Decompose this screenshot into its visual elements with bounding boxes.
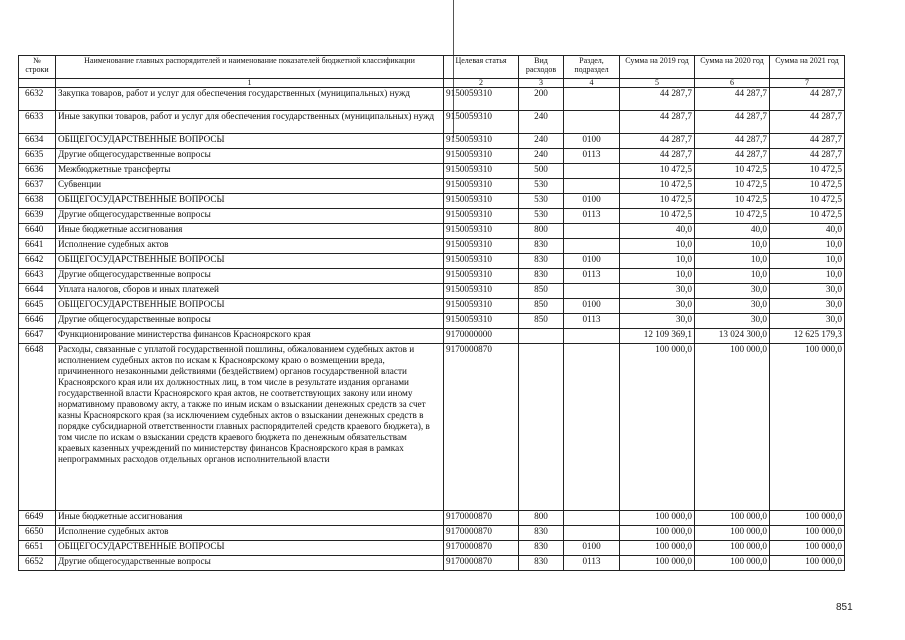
- sum-2021-cell: 30,0: [770, 299, 845, 314]
- section-code-cell: 0100: [564, 541, 620, 556]
- row-number-cell: 6652: [19, 556, 56, 571]
- index-cell: 4: [564, 79, 620, 88]
- sum-2021-cell: 100 000,0: [770, 541, 845, 556]
- target-article-cell: 9170000000: [444, 329, 519, 344]
- table-row: [19, 269, 845, 284]
- sum-2021-cell: 10 472,5: [770, 179, 845, 194]
- sum-2019-cell: 30,0: [620, 314, 695, 329]
- sum-2021-cell: 10,0: [770, 254, 845, 269]
- sum-2019-cell: 44 287,7: [620, 111, 695, 134]
- section-code-cell: [564, 329, 620, 344]
- expense-type-cell: [519, 329, 564, 344]
- section-code-cell: [564, 344, 620, 511]
- row-name-cell: Закупка товаров, работ и услуг для обеспечения государственных (муниципальных) нужд: [56, 88, 444, 111]
- index-cell: 7: [770, 79, 845, 88]
- row-number-cell: 6633: [19, 111, 56, 134]
- expense-type-cell: 830: [519, 541, 564, 556]
- sum-2019-cell: 100 000,0: [620, 556, 695, 571]
- section-code-cell: [564, 164, 620, 179]
- header-expense-type: Вид расходов: [519, 56, 564, 79]
- sum-2020-cell: 100 000,0: [695, 541, 770, 556]
- section-code-cell: 0100: [564, 254, 620, 269]
- index-cell: 3: [519, 79, 564, 88]
- section-code-cell: [564, 179, 620, 194]
- table-row: [19, 526, 845, 541]
- expense-type-cell: 830: [519, 239, 564, 254]
- sum-2020-cell: 30,0: [695, 284, 770, 299]
- sum-2021-cell: 10 472,5: [770, 194, 845, 209]
- table-row: [19, 284, 845, 299]
- row-name-cell: Иные бюджетные ассигнования: [56, 224, 444, 239]
- sum-2019-cell: 100 000,0: [620, 344, 695, 511]
- header-sum-2020: Сумма на 2020 год: [695, 56, 770, 79]
- row-name-cell: Субвенции: [56, 179, 444, 194]
- row-name-cell: Исполнение судебных актов: [56, 239, 444, 254]
- target-article-cell: 9170000870: [444, 344, 519, 511]
- sum-2021-cell: 44 287,7: [770, 111, 845, 134]
- section-code-cell: 0100: [564, 134, 620, 149]
- index-cell-blank: [19, 79, 56, 88]
- expense-type-cell: 850: [519, 314, 564, 329]
- sum-2019-cell: 44 287,7: [620, 149, 695, 164]
- header-row-number: № строки: [19, 56, 56, 79]
- section-code-cell: [564, 239, 620, 254]
- sum-2020-cell: 30,0: [695, 299, 770, 314]
- row-number-cell: 6647: [19, 329, 56, 344]
- table-row: [19, 254, 845, 269]
- table-row: [19, 149, 845, 164]
- row-number-cell: 6640: [19, 224, 56, 239]
- table-row: [19, 314, 845, 329]
- row-name-cell: Другие общегосударственные вопросы: [56, 209, 444, 224]
- sum-2019-cell: 10 472,5: [620, 194, 695, 209]
- sum-2020-cell: 44 287,7: [695, 111, 770, 134]
- expense-type-cell: 830: [519, 254, 564, 269]
- expense-type-cell: 240: [519, 149, 564, 164]
- row-number-cell: 6651: [19, 541, 56, 556]
- sum-2020-cell: 44 287,7: [695, 134, 770, 149]
- target-article-cell: 9150059310: [444, 149, 519, 164]
- target-article-cell: 9150059310: [444, 314, 519, 329]
- sum-2020-cell: 44 287,7: [695, 149, 770, 164]
- sum-2020-cell: 100 000,0: [695, 526, 770, 541]
- sum-2021-cell: 30,0: [770, 284, 845, 299]
- section-code-cell: [564, 88, 620, 111]
- expense-type-cell: 850: [519, 284, 564, 299]
- budget-table: [18, 55, 845, 571]
- row-name-cell: ОБЩЕГОСУДАРСТВЕННЫЕ ВОПРОСЫ: [56, 254, 444, 269]
- sum-2021-cell: 12 625 179,3: [770, 329, 845, 344]
- expense-type-cell: 530: [519, 179, 564, 194]
- expense-type-cell: 530: [519, 209, 564, 224]
- row-number-cell: 6637: [19, 179, 56, 194]
- target-article-cell: 9170000870: [444, 556, 519, 571]
- sum-2019-cell: 44 287,7: [620, 134, 695, 149]
- expense-type-cell: 800: [519, 224, 564, 239]
- target-article-cell: 9170000870: [444, 526, 519, 541]
- row-name-cell: ОБЩЕГОСУДАРСТВЕННЫЕ ВОПРОСЫ: [56, 299, 444, 314]
- row-name-cell: Расходы, связанные с уплатой государственной пошлины, обжалованием судебных актов и исполнением судебных актов по искам к Красноярскому краю о возмещении вреда, причиненного незаконными действиями (бездействием) органов государственной власти Красноярского края или их должностных лиц, в том числе в результате издания органами государственной власти Красноярского края актов, не соответствующих закону или иному нормативному правовому акту, а также по иным искам о взыскании денежных средств за счет казны Красноярского края (за исключением судебных актов о взыскании денежных средств в порядке субсидиарной ответственности главных распорядителей средств краевого бюджета), в том числе по искам о взыскании средств краевого бюджета по денежным обязательствам краевых казенных учреждений по министерству финансов Красноярского края в рамках непрограммных расходов отдельных органов исполнительной власти: [56, 344, 444, 511]
- sum-2020-cell: 13 024 300,0: [695, 329, 770, 344]
- table-row: [19, 344, 845, 511]
- section-code-cell: 0113: [564, 209, 620, 224]
- expense-type-cell: 830: [519, 526, 564, 541]
- row-name-cell: ОБЩЕГОСУДАРСТВЕННЫЕ ВОПРОСЫ: [56, 541, 444, 556]
- row-name-cell: Исполнение судебных актов: [56, 526, 444, 541]
- row-number-cell: 6648: [19, 344, 56, 511]
- header-name: Наименование главных распорядителей и наименование показателей бюджетной классификации: [56, 56, 444, 79]
- sum-2021-cell: 100 000,0: [770, 511, 845, 526]
- row-number-cell: 6634: [19, 134, 56, 149]
- sum-2020-cell: 10 472,5: [695, 194, 770, 209]
- target-article-cell: 9150059310: [444, 111, 519, 134]
- sum-2020-cell: 10,0: [695, 254, 770, 269]
- expense-type-cell: 530: [519, 194, 564, 209]
- expense-type-cell: 830: [519, 269, 564, 284]
- row-name-cell: Иные закупки товаров, работ и услуг для обеспечения государственных (муниципальных) нужд: [56, 111, 444, 134]
- expense-type-cell: 200: [519, 88, 564, 111]
- sum-2019-cell: 30,0: [620, 299, 695, 314]
- expense-type-cell: 240: [519, 134, 564, 149]
- row-number-cell: 6649: [19, 511, 56, 526]
- sum-2021-cell: 10 472,5: [770, 164, 845, 179]
- table-row: [19, 299, 845, 314]
- header-row: [19, 56, 845, 79]
- row-name-cell: Другие общегосударственные вопросы: [56, 314, 444, 329]
- section-code-cell: 0113: [564, 314, 620, 329]
- sum-2019-cell: 100 000,0: [620, 541, 695, 556]
- expense-type-cell: 800: [519, 511, 564, 526]
- sum-2021-cell: 44 287,7: [770, 88, 845, 111]
- sum-2021-cell: 10,0: [770, 269, 845, 284]
- sum-2019-cell: 10 472,5: [620, 209, 695, 224]
- table-row: [19, 111, 845, 134]
- row-number-cell: 6644: [19, 284, 56, 299]
- sum-2021-cell: 100 000,0: [770, 556, 845, 571]
- sum-2020-cell: 44 287,7: [695, 88, 770, 111]
- table-row: [19, 511, 845, 526]
- row-number-cell: 6635: [19, 149, 56, 164]
- sum-2020-cell: 10 472,5: [695, 164, 770, 179]
- row-number-cell: 6636: [19, 164, 56, 179]
- section-code-cell: [564, 526, 620, 541]
- header-sum-2019: Сумма на 2019 год: [620, 56, 695, 79]
- sum-2019-cell: 100 000,0: [620, 511, 695, 526]
- section-code-cell: 0113: [564, 556, 620, 571]
- sum-2020-cell: 100 000,0: [695, 556, 770, 571]
- sum-2019-cell: 40,0: [620, 224, 695, 239]
- row-number-cell: 6639: [19, 209, 56, 224]
- target-article-cell: 9150059310: [444, 194, 519, 209]
- header-section: Раздел, подраздел: [564, 56, 620, 79]
- expense-type-cell: [519, 344, 564, 511]
- target-article-cell: 9150059310: [444, 284, 519, 299]
- table-row: [19, 329, 845, 344]
- target-article-cell: 9150059310: [444, 88, 519, 111]
- sum-2021-cell: 40,0: [770, 224, 845, 239]
- row-name-cell: Функционирование министерства финансов Красноярского края: [56, 329, 444, 344]
- sum-2021-cell: 44 287,7: [770, 134, 845, 149]
- table-row: [19, 88, 845, 111]
- target-article-cell: 9150059310: [444, 179, 519, 194]
- sum-2020-cell: 100 000,0: [695, 344, 770, 511]
- page-number: 851: [836, 602, 853, 613]
- table-row: [19, 194, 845, 209]
- section-code-cell: [564, 111, 620, 134]
- sum-2021-cell: 10 472,5: [770, 209, 845, 224]
- row-number-cell: 6632: [19, 88, 56, 111]
- index-cell: 2: [444, 79, 519, 88]
- sum-2019-cell: 10,0: [620, 239, 695, 254]
- sum-2020-cell: 40,0: [695, 224, 770, 239]
- expense-type-cell: 500: [519, 164, 564, 179]
- target-article-cell: 9150059310: [444, 164, 519, 179]
- row-name-cell: Уплата налогов, сборов и иных платежей: [56, 284, 444, 299]
- table-row: [19, 209, 845, 224]
- row-name-cell: Другие общегосударственные вопросы: [56, 149, 444, 164]
- sum-2021-cell: 30,0: [770, 314, 845, 329]
- row-number-cell: 6645: [19, 299, 56, 314]
- sum-2019-cell: 10,0: [620, 269, 695, 284]
- row-name-cell: Другие общегосударственные вопросы: [56, 269, 444, 284]
- sum-2019-cell: 30,0: [620, 284, 695, 299]
- expense-type-cell: 240: [519, 111, 564, 134]
- target-article-cell: 9150059310: [444, 224, 519, 239]
- row-number-cell: 6646: [19, 314, 56, 329]
- target-article-cell: 9150059310: [444, 134, 519, 149]
- header-target-article: Целевая статья: [444, 56, 519, 79]
- sum-2020-cell: 10,0: [695, 239, 770, 254]
- row-name-cell: Другие общегосударственные вопросы: [56, 556, 444, 571]
- index-cell: 5: [620, 79, 695, 88]
- table-row: [19, 179, 845, 194]
- sum-2020-cell: 30,0: [695, 314, 770, 329]
- sum-2020-cell: 100 000,0: [695, 511, 770, 526]
- sum-2020-cell: 10 472,5: [695, 209, 770, 224]
- row-name-cell: ОБЩЕГОСУДАРСТВЕННЫЕ ВОПРОСЫ: [56, 134, 444, 149]
- target-article-cell: 9150059310: [444, 269, 519, 284]
- target-article-cell: 9150059310: [444, 209, 519, 224]
- table-row: [19, 541, 845, 556]
- target-article-cell: 9170000870: [444, 511, 519, 526]
- section-code-cell: 0113: [564, 269, 620, 284]
- sum-2019-cell: 10 472,5: [620, 164, 695, 179]
- section-code-cell: [564, 224, 620, 239]
- sum-2021-cell: 10,0: [770, 239, 845, 254]
- sum-2021-cell: 100 000,0: [770, 344, 845, 511]
- table-row: [19, 556, 845, 571]
- row-name-cell: ОБЩЕГОСУДАРСТВЕННЫЕ ВОПРОСЫ: [56, 194, 444, 209]
- section-code-cell: 0113: [564, 149, 620, 164]
- expense-type-cell: 830: [519, 556, 564, 571]
- section-code-cell: [564, 511, 620, 526]
- expense-type-cell: 850: [519, 299, 564, 314]
- section-code-cell: 0100: [564, 299, 620, 314]
- sum-2019-cell: 10,0: [620, 254, 695, 269]
- sum-2021-cell: 44 287,7: [770, 149, 845, 164]
- table-row: [19, 239, 845, 254]
- row-number-cell: 6641: [19, 239, 56, 254]
- row-number-cell: 6650: [19, 526, 56, 541]
- target-article-cell: 9170000870: [444, 541, 519, 556]
- target-article-cell: 9150059310: [444, 239, 519, 254]
- row-number-cell: 6642: [19, 254, 56, 269]
- sum-2020-cell: 10,0: [695, 269, 770, 284]
- row-name-cell: Межбюджетные трансферты: [56, 164, 444, 179]
- sum-2019-cell: 10 472,5: [620, 179, 695, 194]
- row-name-cell: Иные бюджетные ассигнования: [56, 511, 444, 526]
- row-number-cell: 6638: [19, 194, 56, 209]
- row-number-cell: 6643: [19, 269, 56, 284]
- index-cell: 1: [56, 79, 444, 88]
- target-article-cell: 9150059310: [444, 254, 519, 269]
- header-sum-2021: Сумма на 2021 год: [770, 56, 845, 79]
- target-article-cell: 9150059310: [444, 299, 519, 314]
- sum-2019-cell: 100 000,0: [620, 526, 695, 541]
- table-row: [19, 224, 845, 239]
- sum-2021-cell: 100 000,0: [770, 526, 845, 541]
- column-index-row: [19, 79, 845, 88]
- table-row: [19, 134, 845, 149]
- section-code-cell: [564, 284, 620, 299]
- sum-2020-cell: 10 472,5: [695, 179, 770, 194]
- table-row: [19, 164, 845, 179]
- sum-2019-cell: 44 287,7: [620, 88, 695, 111]
- sum-2019-cell: 12 109 369,1: [620, 329, 695, 344]
- section-code-cell: 0100: [564, 194, 620, 209]
- index-cell: 6: [695, 79, 770, 88]
